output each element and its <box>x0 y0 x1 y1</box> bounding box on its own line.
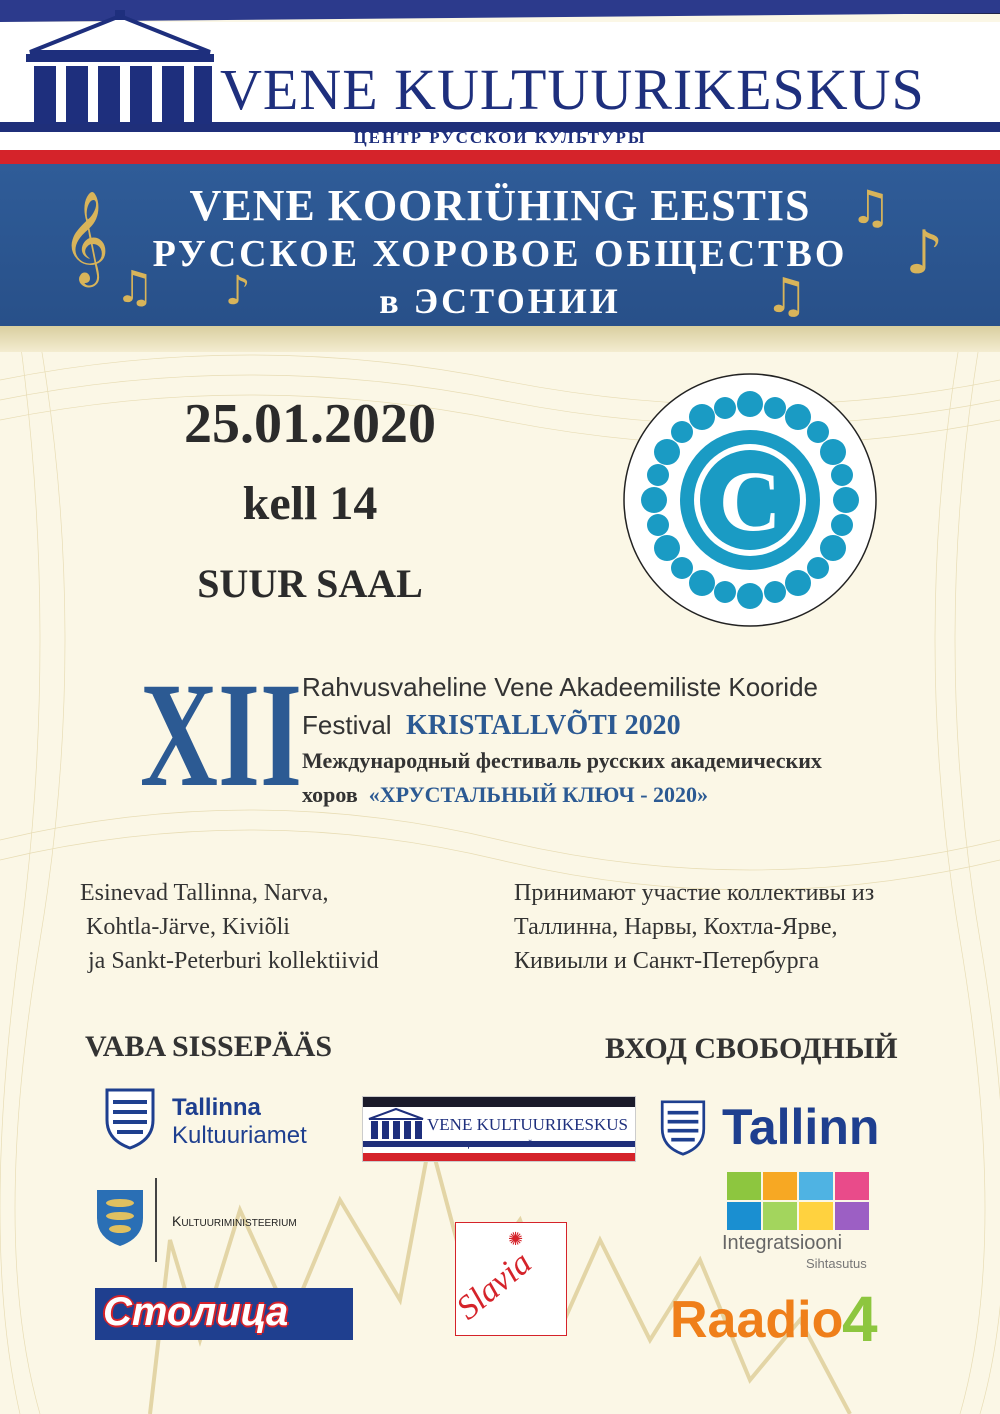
event-date: 25.01.2020 <box>184 393 436 455</box>
ministry-divider <box>155 1178 157 1262</box>
participants-ru-line: Кивиыли и Санкт-Петербурга <box>514 948 820 974</box>
brand-title: VENE KULTUURIKESKUS <box>220 57 925 122</box>
participants-et-line: Esinevad Tallinna, Narva, <box>80 880 329 906</box>
org-title-ru: РУССКОЕ ХОРОВОЕ ОБЩЕСТВО <box>152 233 848 275</box>
integ-logo-line2: Sihtasutus <box>806 1256 867 1271</box>
music-note-icon: ♫ <box>850 180 892 234</box>
festival-line-ru-2 <box>302 782 708 808</box>
vk-small-name: VENE KULTUURIKESKUS <box>427 1115 629 1134</box>
tallinna-shield-icon <box>105 1088 155 1150</box>
emblem-letter: С <box>718 453 782 549</box>
brand-subtitle: ЦЕНТР РУССКОЙ КУЛЬТУРЫ <box>353 128 647 147</box>
tallinna-logo-line1: Tallinna <box>172 1094 261 1121</box>
org-title-ru-2: в ЭСТОНИИ <box>379 281 621 321</box>
participants-ru-line: Таллинна, Нарвы, Кохтла-Ярве, <box>514 914 838 940</box>
participants-ru <box>514 876 874 978</box>
event-time: kell 14 <box>242 477 378 530</box>
festival-line-et-2 <box>302 710 681 742</box>
union-emblem-logo <box>620 370 880 630</box>
music-note-icon: ♪ <box>225 268 251 314</box>
slavia-logo <box>449 1222 567 1336</box>
stolitsa-logo-text: Столица <box>103 1290 289 1334</box>
festival-line-ru-1: Международный фестиваль русских академических <box>302 748 822 773</box>
tallinn-shield-icon <box>660 1100 706 1156</box>
music-note-icon: ♫ <box>765 268 809 324</box>
vk-small-logo <box>362 1096 636 1162</box>
building-columns-icon <box>367 1107 425 1141</box>
stolitsa-logo <box>95 1288 353 1340</box>
festival-line-et-1: Rahvusvaheline Vene Akadeemiliste Kooride <box>302 672 819 702</box>
raadio-logo-number: 4 <box>842 1283 878 1355</box>
participants-et-line: ja Sankt-Peterburi kollektiivid <box>88 948 379 974</box>
slavia-logo-text: Slavia <box>449 1244 539 1328</box>
header-gold-fade <box>0 326 1000 352</box>
treble-clef-icon: 𝄞 <box>62 190 110 283</box>
participants-et <box>80 876 379 978</box>
participants-et-line: Kohtla-Järve, Kiviõli <box>86 914 290 940</box>
raadio-logo-text: Raadio <box>670 1291 844 1349</box>
integ-logo-line1: Integratsiooni <box>722 1232 843 1254</box>
admission-et: VABA SISSEPÄÄS <box>85 1030 333 1063</box>
festival-prefix-ru: хоров <box>302 782 358 807</box>
participants-ru-line: Принимают участие коллективы из <box>514 880 875 906</box>
ministry-logo-text: Kultuuriministeerium <box>172 1213 297 1229</box>
org-title-et: VENE KOORIÜHING EESTIS <box>189 181 811 230</box>
slavia-star-icon: ✺ <box>508 1229 524 1249</box>
header-red-line <box>0 150 1000 164</box>
music-note-icon: ♫ <box>115 262 155 313</box>
festival-numeral: XII <box>140 652 303 818</box>
event-venue: SUUR SAAL <box>197 561 423 606</box>
estonian-coat-of-arms-icon <box>95 1188 145 1248</box>
admission-ru: ВХОД СВОБОДНЫЙ <box>605 1032 898 1065</box>
tallinna-logo-line2: Kultuuriamet <box>172 1122 307 1149</box>
puzzle-icon <box>725 1170 870 1232</box>
music-note-icon: ♪ <box>905 218 944 288</box>
festival-prefix: Festival <box>302 710 392 740</box>
festival-name-et: KRISTALLVÕTI 2020 <box>406 710 681 741</box>
festival-name-ru: «ХРУСТАЛЬНЫЙ КЛЮЧ - 2020» <box>368 782 709 807</box>
tallinn-logo-text: Tallinn <box>722 1099 880 1155</box>
building-columns-icon <box>20 10 220 132</box>
